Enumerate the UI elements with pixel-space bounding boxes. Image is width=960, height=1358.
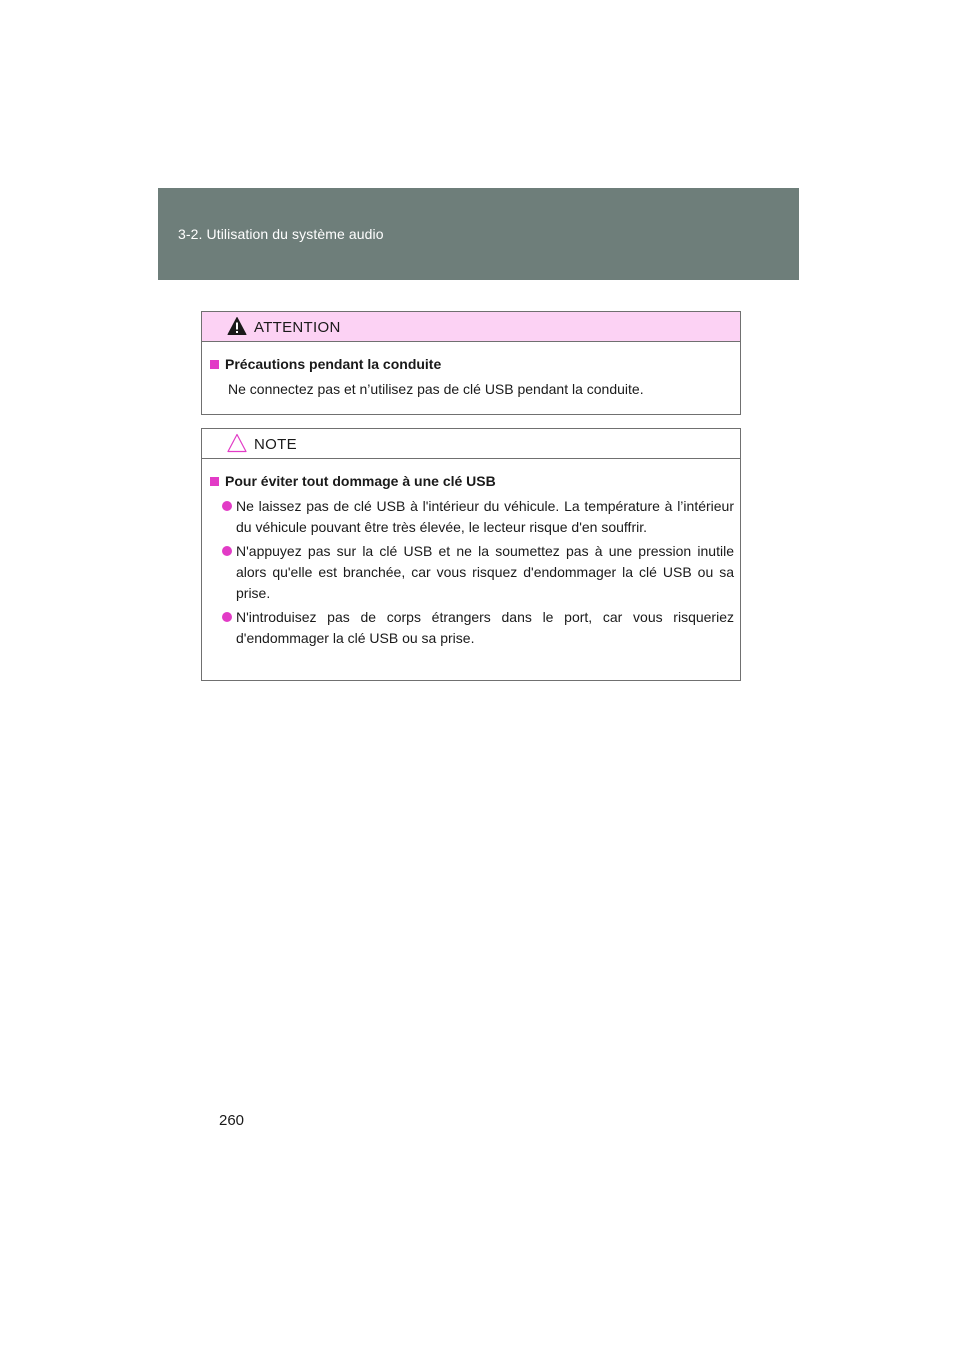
notice-box-body: [202, 459, 740, 649]
warning-box-label: ATTENTION: [254, 319, 341, 336]
warning-box: [201, 311, 741, 415]
magenta-square-icon: [210, 477, 219, 486]
bullet-text: Ne laissez pas de clé USB à l'intérieur du véhicule. La température à l’intérieur du véhicule pouvant être très élevée, le lecteur risque d'en souffrir.: [236, 498, 734, 535]
warning-outline-triangle-icon: [227, 433, 247, 453]
notice-box: [201, 428, 741, 681]
page-number: 260: [219, 1112, 245, 1129]
section-title: 3-2. Utilisation du système audio: [178, 226, 384, 242]
magenta-bullet-icon: [222, 612, 232, 622]
notice-box-header: [202, 429, 740, 459]
warning-box-header: [202, 312, 740, 342]
magenta-square-icon: [210, 360, 219, 369]
notice-box-label: NOTE: [254, 436, 297, 453]
bullet-text: N'introduisez pas de corps étrangers dans le port, car vous risqueriez d'endommager la clé USB ou sa prise.: [236, 609, 734, 646]
list-item: [210, 607, 734, 649]
list-item: [210, 496, 734, 538]
notice-bullet-list: [210, 496, 734, 649]
bullet-text: N'appuyez pas sur la clé USB et ne la soumettez pas à une pression inutile alors qu'elle est branchée, car vous risquez d'endommager la clé USB ou sa prise.: [236, 543, 734, 601]
warning-subheading: [210, 354, 734, 374]
warning-box-body: [202, 342, 740, 399]
warning-heading-text: Précautions pendant la conduite: [225, 356, 442, 372]
magenta-bullet-icon: [222, 546, 232, 556]
notice-heading-text: Pour éviter tout dommage à une clé USB: [225, 473, 496, 489]
warning-paragraph: Ne connectez pas et n’utilisez pas de clé USB pendant la conduite.: [228, 381, 644, 397]
list-item: [210, 541, 734, 604]
notice-subheading: [210, 471, 734, 491]
warning-filled-triangle-icon: [227, 316, 247, 336]
magenta-bullet-icon: [222, 501, 232, 511]
section-header-band: [158, 188, 799, 280]
